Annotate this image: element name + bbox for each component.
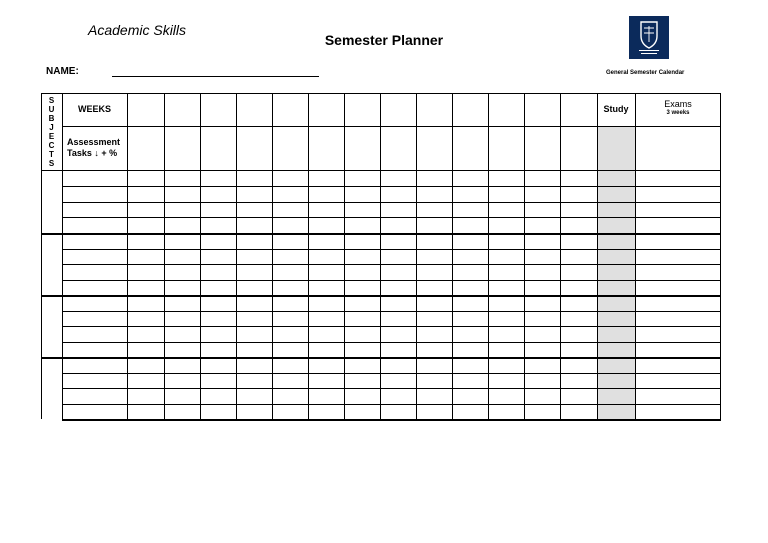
grid-hline	[62, 326, 721, 327]
grid-hline	[41, 170, 62, 171]
group-separator	[41, 357, 721, 359]
group-separator	[41, 295, 721, 297]
grid-vline	[344, 93, 345, 419]
brand-label: Academic Skills	[88, 22, 187, 38]
grid-hline	[62, 311, 721, 312]
grid-vline	[200, 93, 201, 419]
calendar-label: General Semester Calendar	[606, 70, 685, 76]
grid-vline	[597, 93, 598, 419]
grid-vline	[164, 93, 165, 419]
grid-vline	[272, 93, 273, 419]
grid-hline	[62, 186, 721, 187]
grid-vline	[62, 93, 63, 419]
name-field-line[interactable]	[112, 76, 319, 77]
study-header: Study	[603, 104, 629, 114]
grid-hline	[62, 342, 721, 343]
grid-hline	[62, 264, 721, 265]
grid-hline	[62, 202, 721, 203]
grid-hline	[62, 170, 721, 171]
grid-hline	[62, 126, 721, 127]
grid-vline	[560, 93, 561, 419]
page-title: Semester Planner	[324, 32, 444, 48]
grid-vline	[380, 93, 381, 419]
grid-vline	[452, 93, 453, 419]
grid-vline	[635, 93, 636, 419]
grid-hline	[62, 217, 721, 218]
grid-vline	[524, 93, 525, 419]
assessment-tasks-header: Assessment Tasks ↓ + %	[67, 137, 121, 158]
grid-vline	[308, 93, 309, 419]
grid-hline	[62, 373, 721, 374]
grid-vline	[236, 93, 237, 419]
grid-vline	[720, 93, 721, 419]
grid-hline	[62, 404, 721, 405]
exams-header: Exams	[664, 99, 692, 109]
university-logo	[629, 16, 669, 59]
group-separator	[41, 233, 721, 235]
grid-hline	[62, 280, 721, 281]
grid-vline	[488, 93, 489, 419]
grid-hline	[62, 388, 721, 389]
grid-hline	[62, 249, 721, 250]
group-separator	[62, 419, 721, 421]
grid-vline	[127, 93, 128, 419]
name-label: NAME:	[46, 66, 79, 77]
weeks-header: WEEKS	[78, 104, 112, 114]
grid-vline	[416, 93, 417, 419]
grid-hline	[41, 93, 721, 94]
exams-duration: 3 weeks	[666, 110, 690, 116]
subjects-vertical-label: S U B J E C T S	[48, 96, 55, 168]
